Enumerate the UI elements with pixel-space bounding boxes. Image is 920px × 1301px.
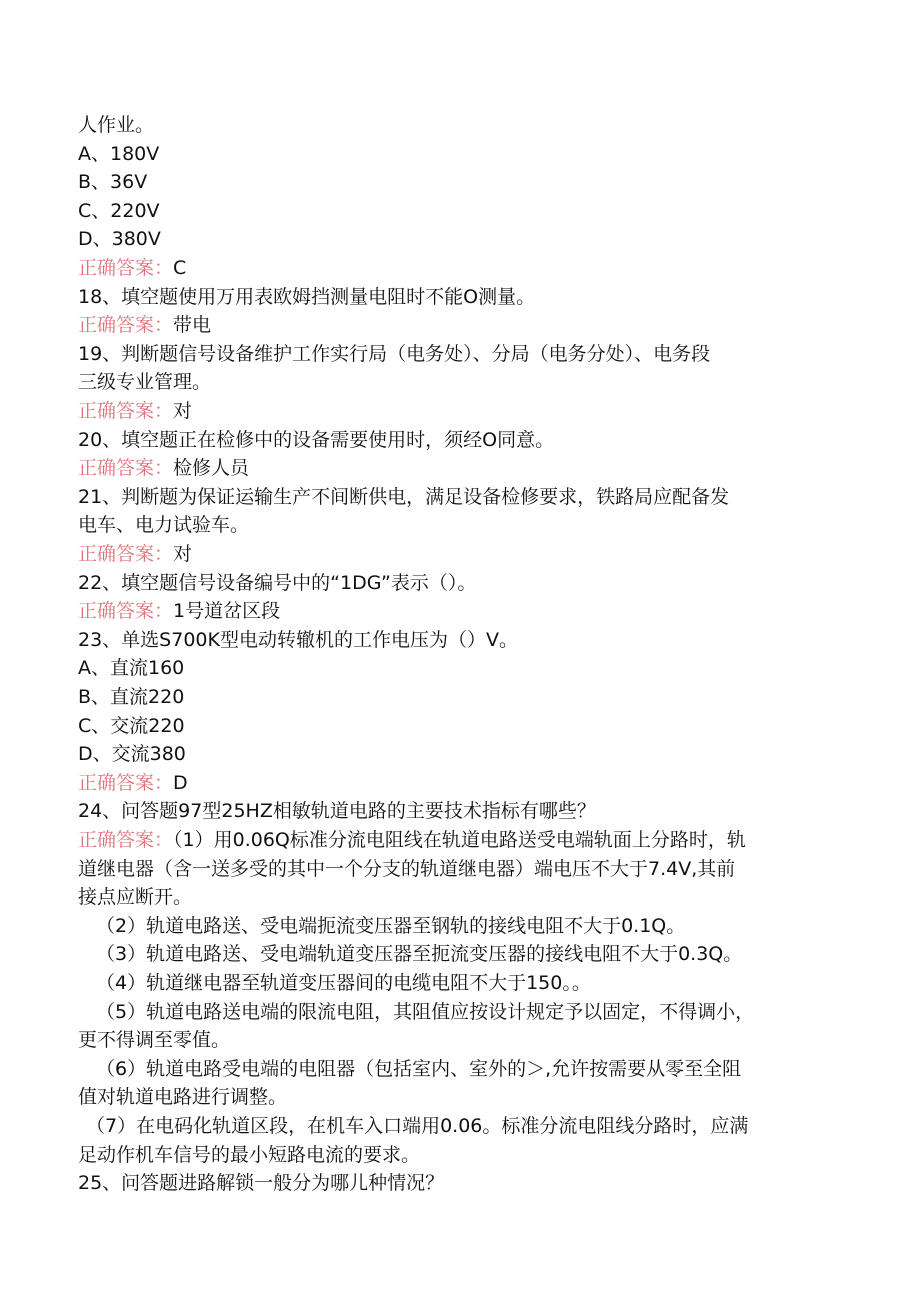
- answer-value: C: [173, 257, 187, 279]
- answer-value: 对: [173, 400, 193, 422]
- text-line: 19、判断题信号设备维护工作实行局（电务处）、分局（电务分处）、电务段: [78, 342, 711, 365]
- answer-line: [78, 254, 838, 282]
- text-line: 22、填空题信号设备编号中的“1DG”表示（）。: [78, 571, 477, 594]
- text-line: （4）轨道继电器至轨道变压器间的电缆电阻不大于150。。: [96, 972, 591, 994]
- answer-line: [78, 397, 838, 425]
- text-line: 三级专业管理。: [78, 371, 212, 394]
- text-line: D、交流380: [78, 743, 186, 766]
- answer-label: 正确答案：: [78, 829, 174, 851]
- text-line: D、380V: [78, 228, 161, 251]
- text-line: 25、问答题进路解锁一般分为哪儿种情况？: [78, 1172, 445, 1195]
- answer-label: 正确答案：: [78, 314, 174, 337]
- text-line: 20、填空题正在检修中的设备需要使用时，须经O同意。: [78, 428, 555, 451]
- answer-label: 正确答案：: [78, 457, 174, 480]
- answer-value: 对: [173, 543, 193, 565]
- text-line: 足动作机车信号的最小短路电流的要求。: [78, 1143, 421, 1166]
- text-line: 接点应断开。: [78, 886, 193, 909]
- text-line: （7）在电码化轨道区段，在机车入口端用0.06。标准分流电阻线分路时，应满: [86, 1115, 749, 1137]
- answer-value: 检修人员: [173, 457, 250, 480]
- answer-line: [78, 311, 838, 339]
- text-line: A、180V: [78, 142, 160, 165]
- answer-line: [78, 540, 838, 568]
- text-line: 18、填空题使用万用表欧姆挡测量电阻时不能O测量。: [78, 285, 536, 308]
- answer-value: 带电: [173, 314, 212, 337]
- answer-line: [78, 454, 838, 482]
- text-line: C、220V: [78, 199, 160, 222]
- text-line: 更不得调至零值。: [78, 1029, 231, 1052]
- text-line: 21、判断题为保证运输生产不间断供电，满足设备检修要求，铁路局应配备发: [78, 485, 730, 508]
- text-line: （5）轨道电路送电端的限流电阻，其阻值应按设计规定予以固定，不得调小，: [96, 1000, 755, 1023]
- answer-value: 1号道岔区段: [173, 600, 281, 623]
- answer-label: 正确答案：: [78, 771, 174, 794]
- text-line: 23、单选S700K型电动转辙机的工作电压为（）V。: [78, 628, 518, 651]
- text-line: C、交流220: [78, 714, 185, 737]
- answer-label: 正确答案：: [78, 600, 174, 623]
- text-line: 电车、电力试验车。: [78, 514, 250, 537]
- text-line: A、直流160: [78, 657, 185, 680]
- text-line: （3）轨道电路送、受电端轨道变压器至扼流变压器的接线电阻不大于0.3Q。: [96, 943, 743, 966]
- text-line: B、36V: [78, 171, 148, 194]
- answer-line: [78, 826, 838, 854]
- text-line: 道继电器（含一送多受的其中一个分支的轨道继电器）端电压不大于7.4V,其前: [78, 857, 736, 880]
- answer-value: D: [173, 771, 188, 794]
- answer-line: [78, 769, 838, 797]
- answer-value: （1）用0.06Q标准分流电阻线在轨道电路送受电端轨面上分路时，轨: [173, 829, 746, 851]
- text-line: （6）轨道电路受电端的电阻器（包括室内、室外的＞,允许按需要从零至全阻: [96, 1057, 742, 1080]
- answer-label: 正确答案：: [78, 543, 174, 565]
- text-line: 24、问答题97型25HZ相敏轨道电路的主要技术指标有哪些？: [78, 800, 596, 823]
- text-line: B、直流220: [78, 686, 185, 708]
- answer-label: 正确答案：: [78, 257, 174, 279]
- answer-label: 正确答案：: [78, 400, 174, 422]
- answer-line: [78, 597, 838, 625]
- text-line: 值对轨道电路进行调整。: [78, 1086, 288, 1109]
- text-line: 人作业。: [78, 114, 155, 136]
- text-line: （2）轨道电路送、受电端扼流变压器至钢轨的接线电阻不大于0.1Q。: [96, 914, 686, 937]
